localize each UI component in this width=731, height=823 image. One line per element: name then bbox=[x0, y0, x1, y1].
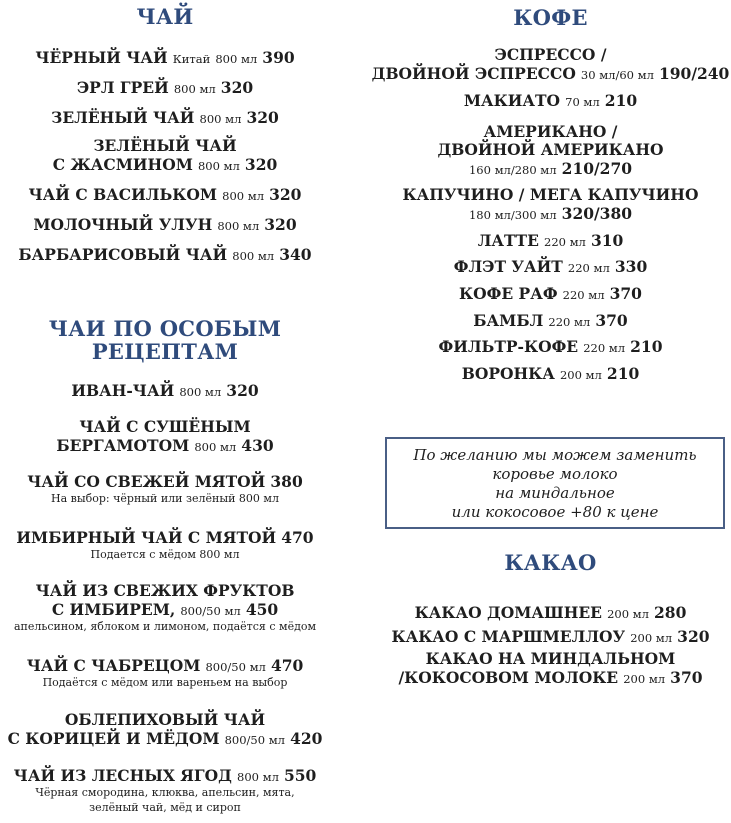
menu-item-flat-white: ФЛЭТ УАЙТ 220 мл 330 bbox=[453, 257, 648, 276]
menu-item-ivan-tea: ИВАН-ЧАЙ 800 мл 320 bbox=[71, 381, 259, 400]
menu-item-barberry-tea: БАРБАРИСОВЫЙ ЧАЙ 800 мл 340 bbox=[18, 245, 312, 264]
menu-item-espresso: ЭСПРЕССО / ДВОЙНОЙ ЭСПРЕССО 30 мл/60 мл 190/240 bbox=[371, 45, 730, 83]
milk-substitution-note: По желанию мы можем заменить коровье молоко на миндальное или кокосовое +80 к цене bbox=[385, 437, 725, 529]
menu-item-oolong: МОЛОЧНЫЙ УЛУН 800 мл 320 bbox=[33, 215, 297, 234]
special-heading: ЧАИ ПО ОСОБЫМ РЕЦЕПТАМ bbox=[48, 316, 282, 364]
menu-item-mint-tea: ЧАЙ СО СВЕЖЕЙ МЯТОЙ 380 На выбор: чёрный или зелёный 800 мл bbox=[27, 472, 303, 505]
menu-item-green-tea: ЗЕЛЁНЫЙ ЧАЙ 800 мл 320 bbox=[51, 108, 279, 127]
menu-item-cocoa-marshmallow: КАКАО С МАРШМЕЛЛОУ 200 мл 320 bbox=[391, 627, 710, 646]
menu-item-cocoa-home: КАКАО ДОМАШНЕЕ 200 мл 280 bbox=[414, 603, 687, 622]
menu-item-berry-tea: ЧАЙ ИЗ ЛЕСНЫХ ЯГОД 800 мл 550 Чёрная смородина, клюква, апельсин, мята, зелёный чай, мёд и сироп bbox=[13, 766, 317, 814]
menu-item-cocoa-almond: КАКАО НА МИНДАЛЬНОМ /КОКОСОВОМ МОЛОКЕ 200 мл 370 bbox=[398, 649, 703, 687]
coffee-heading: КОФЕ bbox=[513, 5, 588, 30]
menu-item-pour-over: ВОРОНКА 200 мл 210 bbox=[461, 364, 640, 383]
menu-item-sea-buckthorn-tea: ОБЛЕПИХОВЫЙ ЧАЙ С КОРИЦЕЙ И МЁДОМ 800/50 мл 420 bbox=[7, 710, 323, 748]
tea-heading: ЧАЙ bbox=[136, 4, 194, 29]
menu-item-earl-grey: ЭРЛ ГРЕЙ 800 мл 320 bbox=[76, 78, 254, 97]
cocoa-heading: КАКАО bbox=[504, 550, 597, 575]
menu-item-bumble: БАМБЛ 220 мл 370 bbox=[473, 311, 628, 330]
menu-item-thyme-tea: ЧАЙ С ЧАБРЕЦОМ 800/50 мл 470 Подаётся с мёдом или вареньем на выбор bbox=[26, 656, 304, 689]
menu-item-latte: ЛАТТЕ 220 мл 310 bbox=[477, 231, 624, 250]
menu-item-cappuccino: КАПУЧИНО / МЕГА КАПУЧИНО 180 мл/300 мл 320/380 bbox=[402, 185, 699, 223]
menu-item-americano: АМЕРИКАНО / ДВОЙНОЙ АМЕРИКАНО 160 мл/280 мл 210/270 bbox=[437, 122, 664, 178]
menu-item-raf: КОФЕ РАФ 220 мл 370 bbox=[459, 284, 642, 303]
menu-item-jasmine-tea: ЗЕЛЁНЫЙ ЧАЙ С ЖАСМИНОМ 800 мл 320 bbox=[52, 136, 278, 174]
menu-item-bergamot-tea: ЧАЙ С СУШЁНЫМ БЕРГАМОТОМ 800 мл 430 bbox=[56, 417, 274, 455]
menu-item-filter-coffee: ФИЛЬТР-КОФЕ 220 мл 210 bbox=[438, 337, 663, 356]
menu-item-ginger-mint-tea: ИМБИРНЫЙ ЧАЙ С МЯТОЙ 470 Подается с мёдом 800 мл bbox=[16, 528, 314, 561]
menu-item-cornflower-tea: ЧАЙ С ВАСИЛЬКОМ 800 мл 320 bbox=[28, 185, 302, 204]
menu-item-black-tea: ЧЁРНЫЙ ЧАЙ Китай 800 мл 390 bbox=[35, 48, 295, 67]
menu-item-fruit-tea: ЧАЙ ИЗ СВЕЖИХ ФРУКТОВ С ИМБИРЕМ, 800/50 мл 450 апельсином, яблоком и лимоном, подаётся с мёдом bbox=[13, 581, 317, 633]
menu-item-macchiato: МАКИАТО 70 мл 210 bbox=[463, 91, 638, 110]
